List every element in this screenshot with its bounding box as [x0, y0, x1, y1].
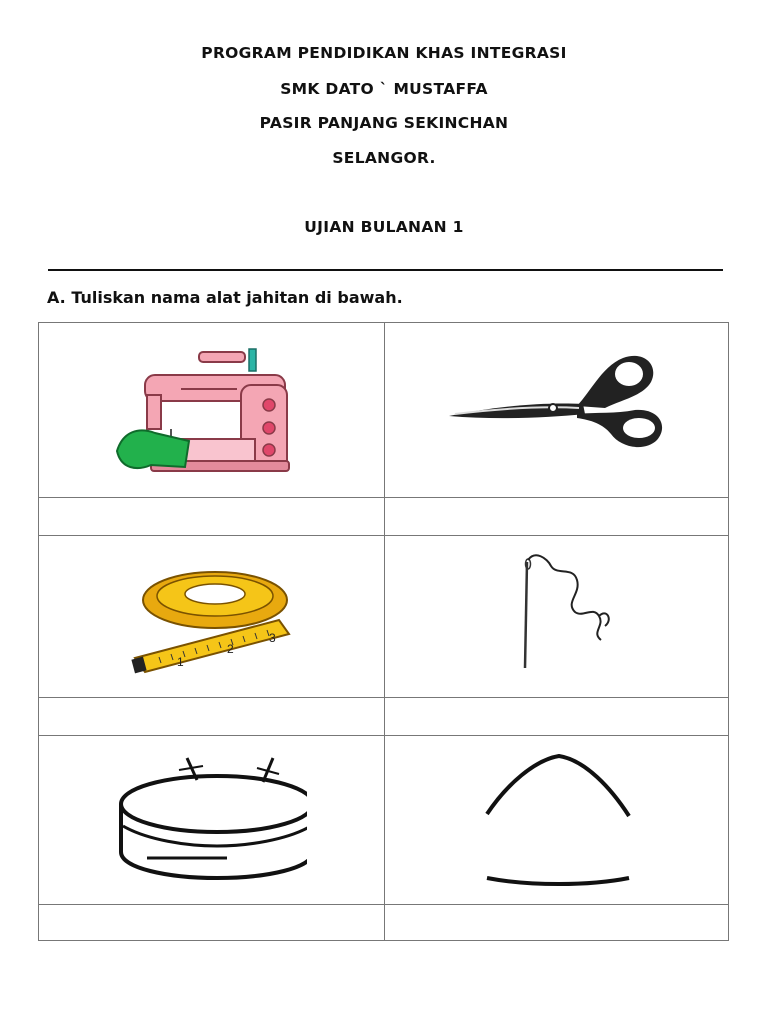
worksheet-table [38, 322, 729, 940]
answer-cell-4[interactable] [384, 697, 729, 736]
school-state: SELANGOR. [332, 149, 436, 167]
image-cell-2 [384, 322, 729, 498]
tape-label-three: 3 [269, 631, 276, 645]
tape-label-one: 1 [177, 655, 184, 669]
pincushion-icon [117, 754, 307, 884]
scissors-icon [445, 348, 671, 456]
tape-label-two: 2 [227, 642, 234, 656]
image-cell-3 [38, 535, 385, 698]
exam-title: UJIAN BULANAN 1 [304, 218, 464, 236]
answer-cell-1[interactable] [38, 497, 385, 536]
section-instruction: A. Tuliskan nama alat jahitan di bawah. [47, 288, 403, 307]
answer-cell-6[interactable] [384, 904, 729, 941]
school-program-title: PROGRAM PENDIDIKAN KHAS INTEGRASI [201, 44, 567, 62]
sewing-machine-icon [111, 345, 291, 483]
image-cell-4 [384, 535, 729, 698]
answer-cell-2[interactable] [384, 497, 729, 536]
header-divider [48, 269, 723, 271]
answer-cell-3[interactable] [38, 697, 385, 736]
measuring-tape-icon [129, 562, 299, 674]
school-location: PASIR PANJANG SEKINCHAN [259, 114, 509, 132]
answer-cell-5[interactable] [38, 904, 385, 941]
image-cell-1 [38, 322, 385, 498]
image-cell-6 [384, 735, 729, 905]
image-cell-5 [38, 735, 385, 905]
needle-thread-icon [495, 536, 621, 686]
tailor-chalk-icon [481, 752, 635, 894]
school-name: SMK DATO ` MUSTAFFA [280, 80, 488, 98]
